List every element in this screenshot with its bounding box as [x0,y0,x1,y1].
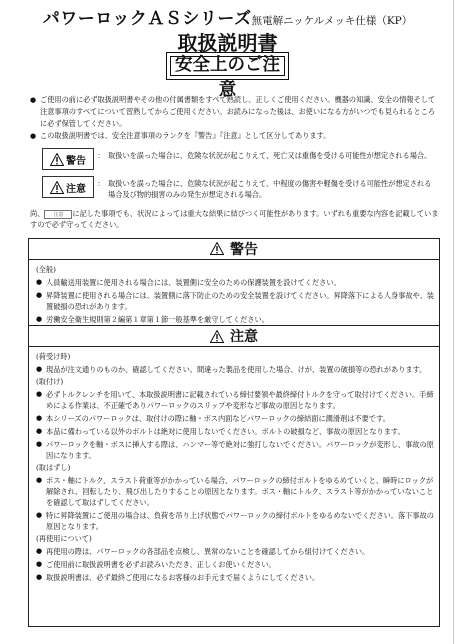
item-text: 必ずトルクレンチを用いて、本取扱説明書に記載されている締付要領や最終締付トルクを守って取付けてください。手締めによる作業は、不正確でありパワーロックのスリップや変形など事故の原因となります。 [46,390,434,410]
bullet-icon: ● [36,278,43,286]
list-item [36,559,436,570]
mini-icon-label: 注意 [53,211,64,218]
group-label: (取付け) [36,377,64,386]
list-item [36,277,436,288]
signal-box-caution [42,176,94,198]
signal-description: 取扱いを誤った場合に、危険な状況が起こりえて、中程度の傷害や軽傷を受ける可能性が想定される場合及び物的損害のみの発生が想定される場合。 [108,179,432,199]
warning-triangle-icon [210,242,224,255]
document-subtitle: 取扱説明書 [177,31,278,55]
warning-content [36,263,436,325]
warning-triangle-icon [210,330,224,343]
bullet-icon: ● [36,291,43,299]
signal-label: 警告 [66,155,86,167]
list-item [36,572,436,583]
list-item [36,389,436,411]
intro-text: この取扱説明書では、安全注意事項のランクを『警告』『注意』として区分してあります。 [40,131,331,140]
document-title [0,4,455,29]
intro-section [30,94,440,142]
title-spec-text: 無電解ニッケルメッキ仕様（KP） [251,15,413,27]
item-text: 本品に備わっている以外のボルトは絶対に使用しないでください。ボルトの破損など、事故の原因となります。 [46,427,405,436]
bullet-icon: ● [30,96,37,104]
item-text: 労働安全衛生規則第２編第１章第１節一般基準を厳守してください。 [46,315,269,324]
signal-box-warning [42,148,94,170]
group-label: (取はずし) [36,463,71,472]
bullet-icon: ● [36,315,43,323]
item-text: 昇降装置に使用される場合には、装置側に落下防止のための安全装置を設けてください。昇降落下による人身事故や、装置破損の恐れがあります。 [46,291,434,311]
item-text: ボス・軸にトルク、スラスト荷重等がかかっている場合、パワーロックの締付ボルトをゆるめていくと、瞬時にロックが解除され、回転したり、飛び出したりすることの原因となります。ボス・軸にトルク、スラスト等がかかっていないことを確認して取はずしてください。 [46,476,434,507]
signal-row-warning [42,148,432,170]
caution-mini-icon [44,210,72,219]
bullet-icon: ● [36,440,43,448]
warning-heading-text: 警告 [230,241,258,258]
signal-label: 注意 [66,183,86,195]
list-item [36,426,436,437]
caution-note [30,208,440,230]
boxed-title: 安全上のご注意 [166,52,289,80]
caution-content [36,350,436,583]
bullet-icon: ● [36,414,43,422]
bullet-icon: ● [30,132,37,140]
warning-triangle-icon [50,153,64,166]
bullet-icon: ● [36,511,43,519]
item-text: 現品が注文通りのものか、確認してください。間違った製品を使用した場合、けが、装置の破損等の恐れがあります。 [46,365,427,374]
caution-heading [28,325,440,347]
bullet-icon: ● [36,560,43,568]
list-item [36,510,436,532]
list-item [36,546,436,557]
warning-triangle-icon [50,181,64,194]
list-item [36,364,436,375]
caution-heading-text: 注意 [230,329,258,345]
group-label: (再使用について) [36,534,92,543]
list-item [36,439,436,461]
bullet-icon: ● [36,476,43,484]
list-item [36,290,436,312]
bullet-icon: ● [36,573,43,581]
bullet-icon: ● [36,547,43,555]
list-item [36,475,436,508]
intro-text: ご使用の前に必ず取扱説明書やその他の付属書類をすべて熟読し、正しくご使用ください。機器の知識、安全の情報そして注意事項のすべてについて習熟してからご使用ください。お読みになった後は、お使いになる方がいつでも見られるところに必ず保管してください。 [40,95,436,128]
list-item [36,314,436,325]
note-text: に記した事項でも、状況によっては重大な結果に結びつく可能性があります。いずれも重要な内容を記載していますので必ず守ってください。 [30,209,439,229]
signal-colon: ： [97,151,105,160]
signal-row-caution [42,176,432,200]
group-label: (荷受け時) [36,352,71,361]
item-text: パワーロックを軸・ボスに挿入する際は、ハンマー等で絶対に強打しないでください。パワーロックが変形し、事故の原因になります。 [46,440,434,460]
item-text: ご使用前に取扱説明書を必ずお読みいただき、正しくお使いください。 [46,560,276,569]
title-main-text: パワーロックＡＳシリーズ [42,9,252,29]
page-margin-line [453,0,454,644]
intro-item [30,130,440,142]
bullet-icon: ● [36,390,43,398]
item-text: 特に昇降装置にご使用の場合は、負荷を吊り上げ状態でパワーロックの締付ボルトをゆるめないでください。落下事故の原因となります。 [46,511,434,531]
item-text: 人員輸送用装置に使用される場合には、装置側に安全のための保護装置を設けてください。 [46,278,341,287]
bullet-icon: ● [36,365,43,373]
list-item [36,413,436,424]
group-label: (全般) [36,265,56,274]
bullet-icon: ● [36,427,43,435]
signal-colon: ： [97,179,105,188]
intro-item [30,94,440,130]
warning-heading [28,238,440,260]
note-prefix: 尚、 [30,209,45,218]
item-text: 取扱説明書は、必ず最終ご使用になるお客様のお手元まで届くようにしてください。 [46,573,320,582]
item-text: 本シリーズのパワーロックは、取付けの際に軸・ボス内面などパワーロックの締結面に潤滑剤は不要です。 [46,414,390,423]
item-text: 再使用の際は、パワーロックの各部品を点検し、異常のないことを確認してから組付けてください。 [46,547,370,556]
signal-description: 取扱いを誤った場合に、危険な状況が起こりえて、死亡又は重傷を受ける可能性が想定される場合。 [108,151,432,160]
